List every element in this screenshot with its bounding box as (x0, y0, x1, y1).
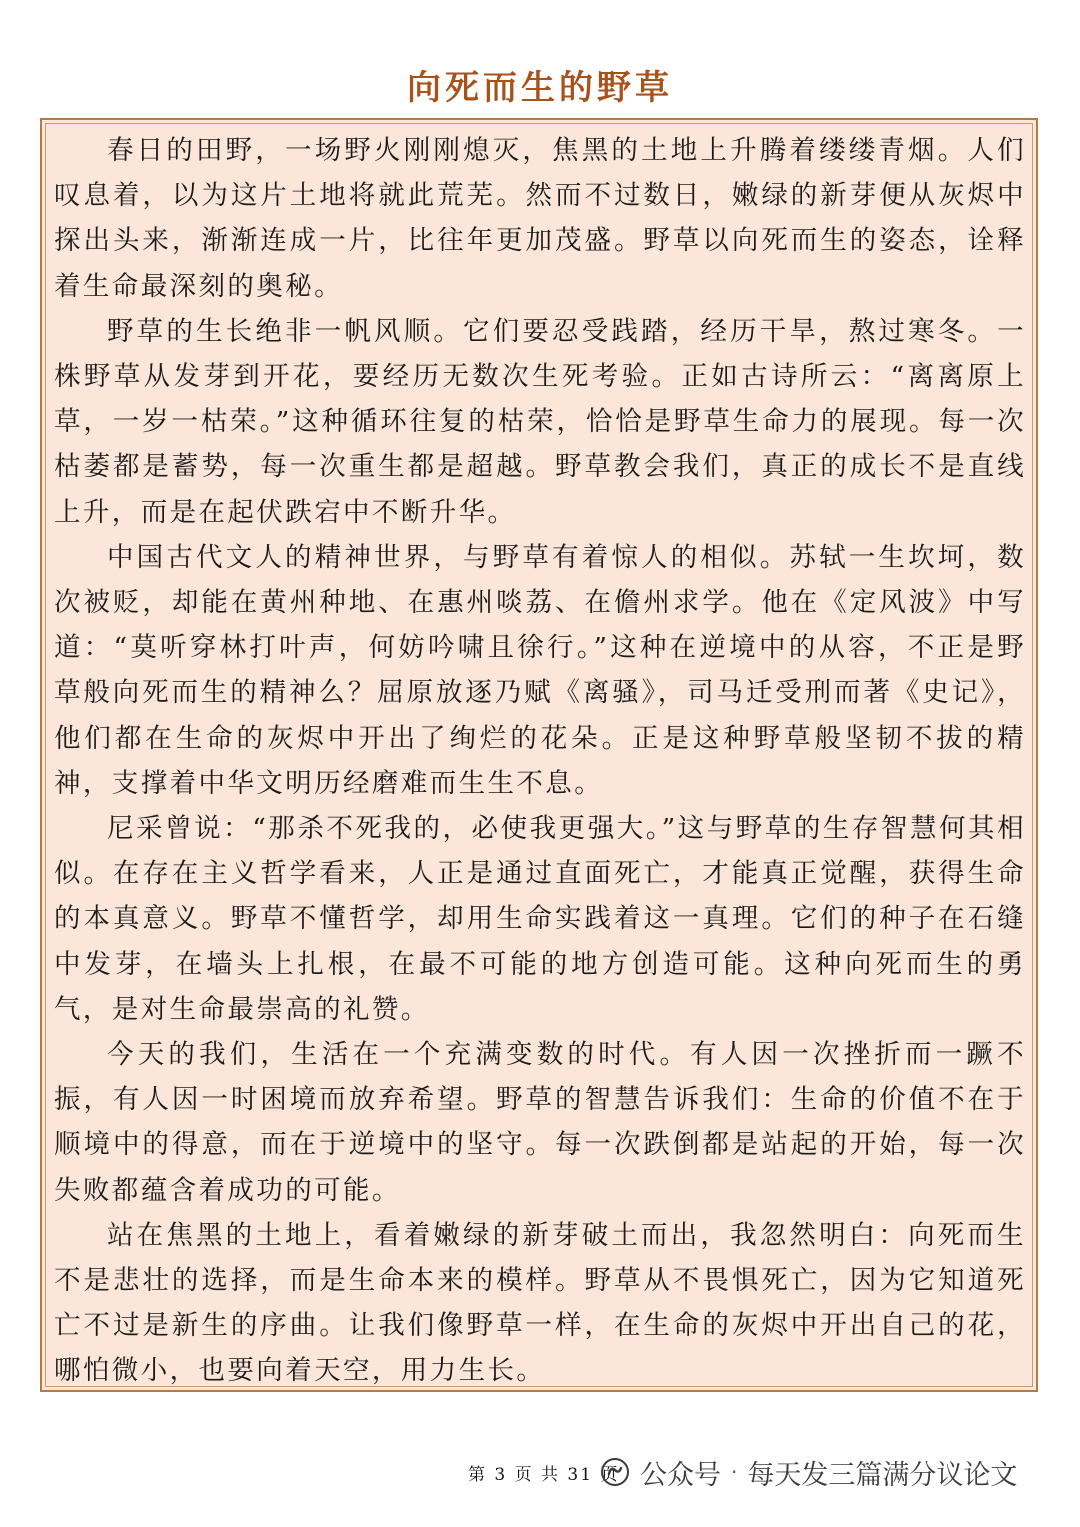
watermark-account: 每天发三篇满分议论文 (747, 1459, 1018, 1491)
page-title: 向死而生的野草 (407, 68, 673, 108)
paragraph: 尼采曾说：“那杀不死我的，必使我更强大。”这与野草的生存智慧何其相似。在存在主义哲学看来，人正是通过直面死亡，才能真正觉醒，获得生命的本真意义。野草不懂哲学，却用生命实践着这一真理。它们的种子在石缝中发芽，在墙头上扎根，在最不可能的地方创造可能。这种向死而生的勇气，是对生命最崇高的礼赞。 (54, 813, 1026, 1025)
paragraph: 中国古代文人的精神世界，与野草有着惊人的相似。苏轼一生坎坷，数次被贬，却能在黄州种地、在惠州啖荔、在儋州求学。他在《定风波》中写道：“莫听穿林打叶声，何妨吟啸且徐行。”这种在逆境中的从容，不正是野草般向死而生的精神么？屈原放逐乃赋《离骚》，司马迁受刑而著《史记》，他们都在生命的灰烬中开出了绚烂的花朵。正是这种野草般坚韧不拔的精神，支撑着中华文明历经磨难而生生不息。 (54, 541, 1026, 799)
essay-body (40, 118, 1038, 1392)
wechat-icon (600, 1457, 630, 1487)
paragraph: 站在焦黑的土地上，看着嫩绿的新芽破土而出，我忽然明白：向死而生不是悲壮的选择，而是生命本来的模样。野草从不畏惧死亡，因为它知道死亡不过是新生的序曲。让我们像野草一样，在生命的灰烬中开出自己的花，哪怕微小，也要向着天空，用力生长。 (54, 1219, 1026, 1387)
paragraph: 野草的生长绝非一帆风顺。它们要忍受践踏，经历干旱，熬过寒冬。一株野草从发芽到开花，要经历无数次生死考验。正如古诗所云：“离离原上草，一岁一枯荣。”这种循环往复的枯荣，恰恰是野草生命力的展现。每一次枯萎都是蓄势，每一次重生都是超越。野草教会我们，真正的成长不是直线上升，而是在起伏跌宕中不断升华。 (54, 315, 1026, 528)
page-number: 第 3 页 共 31 页 (468, 1465, 620, 1485)
paragraph: 春日的田野，一场野火刚刚熄灭，焦黑的土地上升腾着缕缕青烟。人们叹息着，以为这片土地将就此荒芜。然而不过数日，嫩绿的新芽便从灰烬中探出头来，渐渐连成一片，比往年更加茂盛。野草以向死而生的姿态，诠释着生命最深刻的奥秘。 (54, 135, 1026, 302)
watermark-separator: · (731, 1460, 738, 1484)
paragraph: 今天的我们，生活在一个充满变数的时代。有人因一次挫折而一蹶不振，有人因一时困境而放弃希望。野草的智慧告诉我们：生命的价值不在于顺境中的得意，而在于逆境中的坚守。每一次跌倒都是站起的开始，每一次失败都蕴含着成功的可能。 (54, 1039, 1026, 1206)
watermark-label: 公众号 (640, 1459, 721, 1491)
wechat-watermark (600, 1452, 1017, 1492)
